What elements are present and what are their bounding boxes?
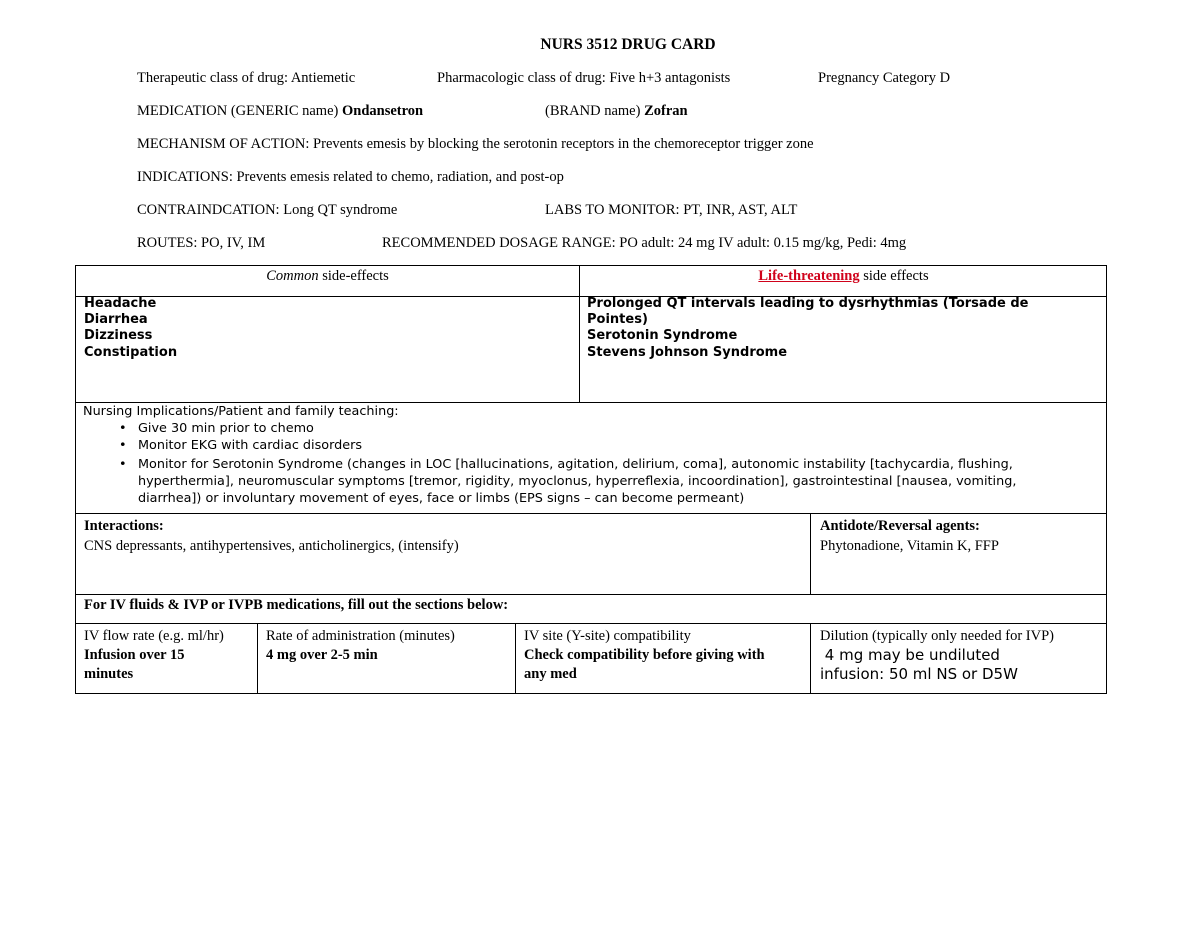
iv-flow-rate-value: minutes [84,666,134,682]
page-title: NURS 3512 DRUG CARD [540,36,716,53]
common-side-effect: Constipation [84,344,178,360]
rate-of-administration-label: Rate of administration (minutes) [266,628,455,644]
nursing-implication-continuation: hyperthermia], neuromuscular symptoms [tremor, rigidity, myoclonus, hyperreflexia, incoordination], gastrointestinal [nausea, vomiting, [138,474,1017,489]
interactions-value: CNS depressants, antihypertensives, anticholinergics, (intensify) [84,538,459,554]
iv-site-compatibility-value: any med [524,666,577,682]
common-side-effects-list [84,296,177,361]
dilution-value: infusion: 50 ml NS or D5W [820,665,1018,683]
pharmacologic-class-row [437,70,730,87]
routes-row [137,235,265,252]
indications-label: INDICATIONS: [137,169,233,185]
iv-site-compatibility-cell [524,627,808,684]
iv-section-heading: For IV fluids & IVP or IVPB medications, fill out the sections below: [84,597,509,613]
mechanism-row [137,136,814,153]
nursing-implications-list [83,420,1103,507]
routes-label: ROUTES: [137,235,198,251]
dosage-value: PO adult: 24 mg IV adult: 0.15 mg/kg, Pedi: 4mg [619,235,907,251]
brand-name-row [545,103,688,120]
life-threatening-side-effect: Prolonged QT intervals leading to dysrhythmias (Torsade de [587,296,1029,311]
antidote-label: Antidote/Reversal agents: [820,518,980,534]
common-word: Common [266,268,319,284]
life-threatening-side-effect: Stevens Johnson Syndrome [587,344,788,360]
therapeutic-class-value: Antiemetic [290,70,356,86]
column-divider [515,623,516,693]
column-divider [257,623,258,693]
interactions-label: Interactions: [84,518,164,534]
labs-label: LABS TO MONITOR: [545,202,680,218]
life-threatening-side-effects-list [587,296,1028,361]
dilution-label: Dilution (typically only needed for IVP) [820,628,1054,644]
therapeutic-class-row [137,70,355,87]
iv-site-compatibility-value: Check compatibility before giving with [524,647,765,663]
labs-value: PT, INR, AST, ALT [683,202,798,218]
contraindication-label: CONTRAINDCATION: [137,202,280,218]
common-header-rest: side-effects [318,268,389,284]
iv-flow-rate-cell [84,627,256,684]
life-threatening-side-effect: Pointes) [587,312,648,328]
rate-of-administration-cell [266,627,511,665]
indications-row [137,169,564,186]
routes-value: PO, IV, IM [201,235,266,251]
pregnancy-category-label: Pregnancy Category [818,70,936,86]
interactions-section [84,516,804,556]
nursing-implication-continuation: diarrhea]) or involuntary movement of eyes, face or limbs (EPS signs – can become permeant) [138,491,745,506]
dosage-row [382,235,906,252]
common-side-effect: Dizziness [84,328,153,344]
column-divider [579,266,580,403]
dilution-value: 4 mg may be undiluted [820,646,1000,664]
life-threatening-word: Life-threatening [758,268,860,284]
generic-name-label: MEDICATION (GENERIC name) [137,103,339,119]
iv-site-compatibility-label: IV site (Y-site) compatibility [524,628,691,644]
generic-name-row [137,103,423,120]
column-divider [810,513,811,594]
rate-of-administration-value: 4 mg over 2-5 min [266,647,378,663]
iv-flow-rate-label: IV flow rate (e.g. ml/hr) [84,628,224,644]
contraindication-value: Long QT syndrome [283,202,398,218]
common-side-effect: Diarrhea [84,312,148,328]
dosage-label: RECOMMENDED DOSAGE RANGE: [382,235,616,251]
nursing-implication-item: • Monitor for Serotonin Syndrome (changes in LOC [hallucinations, agitation, delirium, coma], autonomic instability [tachycardia, flushing, [119,457,1013,472]
pregnancy-category-value: D [939,70,951,86]
nursing-implication-item: • Give 30 min prior to chemo [119,421,314,436]
bullet-icon: • [119,421,127,436]
pharmacologic-class-label: Pharmacologic class of drug: [437,70,606,86]
common-side-effects-header [76,268,579,285]
nursing-implication-item: • Monitor EKG with cardiac disorders [119,438,363,453]
column-divider [810,623,811,693]
nursing-implications-section [83,403,1103,507]
row-divider [76,594,1106,595]
common-side-effect: Headache [84,296,157,311]
drug-card-table [75,265,1107,694]
bullet-icon: • [119,438,127,453]
antidote-section [820,516,1105,556]
bullet-icon: • [119,457,127,472]
life-threatening-side-effects-header [580,268,1107,285]
pharmacologic-class-value: Five h+3 antagonists [609,70,731,86]
life-threatening-header-rest: side effects [859,268,929,284]
labs-row [545,202,797,219]
dilution-cell [820,627,1105,684]
indications-value: Prevents emesis related to chemo, radiation, and post-op [236,169,564,185]
antidote-value: Phytonadione, Vitamin K, FFP [820,538,999,554]
life-threatening-side-effect: Serotonin Syndrome [587,328,738,344]
mechanism-value: Prevents emesis by blocking the serotonin receptors in the chemoreceptor trigger zone [313,136,814,152]
row-divider [76,623,1106,624]
row-divider [76,513,1106,514]
iv-flow-rate-value: Infusion over 15 [84,647,185,663]
therapeutic-class-label: Therapeutic class of drug: [137,70,288,86]
brand-name-label: (BRAND name) [545,103,641,119]
mechanism-label: MECHANISM OF ACTION: [137,136,310,152]
contraindication-row [137,202,397,219]
pregnancy-category-row [818,70,950,87]
generic-name-value: Ondansetron [341,103,424,119]
brand-name-value: Zofran [644,103,688,119]
nursing-implications-heading: Nursing Implications/Patient and family teaching: [83,404,399,419]
